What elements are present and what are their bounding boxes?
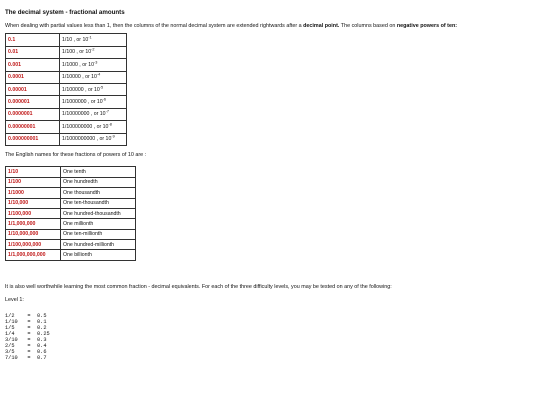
exponent: -7: [105, 109, 109, 114]
name-cell: One ten-millionth: [61, 229, 136, 239]
table-row: [6, 229, 136, 239]
exponent: -3: [94, 60, 98, 65]
intro-text-1: When dealing with partial values less than 1, then the columns of the normal decimal system are extended rightwards after a: [5, 23, 304, 29]
equivalent-decimal: 0.3: [37, 336, 47, 343]
level-label: Level 1:: [5, 297, 24, 304]
equivalent-fraction: 3/10: [5, 336, 18, 343]
fraction-cell: 1/1,000,000: [6, 219, 61, 229]
fraction-text: 1/1000 , or 10: [62, 61, 95, 68]
name-cell: One hundredth: [61, 177, 136, 187]
fraction-cell: 1/10: [6, 167, 61, 177]
fraction-text: 1/100000 , or 10: [62, 86, 100, 93]
fraction-cell: [60, 59, 127, 71]
table-row: [6, 167, 136, 177]
table-row: [6, 250, 136, 260]
decimal-cell: 0.01: [6, 46, 60, 58]
equals-sign: =: [27, 318, 31, 325]
table-row: [6, 71, 127, 83]
equivalent-decimal: 0.4: [37, 342, 47, 349]
equivalents-intro: It is also well worthwhile learning the most common fraction - decimal equivalents. For each of the three difficulty levels, you may be tested on any of the following:: [5, 283, 392, 290]
fraction-cell: 1/100: [6, 177, 61, 187]
equivalent-fraction: 3/5: [5, 348, 15, 355]
equals-sign: =: [27, 342, 31, 349]
exponent: -4: [96, 72, 101, 77]
fraction-text: 1/10 , or 10: [62, 37, 89, 44]
exponent: -8: [108, 122, 112, 127]
page-title: The decimal system - fractional amounts: [5, 9, 125, 16]
fraction-cell: [60, 34, 127, 46]
equivalent-decimal: 0.5: [37, 312, 47, 319]
equivalent-decimal: 0.1: [37, 318, 47, 325]
name-cell: One millionth: [61, 219, 136, 229]
table-row: [6, 219, 136, 229]
table-row: [6, 83, 127, 95]
equivalent-fraction: 2/5: [5, 342, 15, 349]
fraction-cell: 1/1,000,000,000: [6, 250, 61, 260]
fraction-cell: 1/10,000,000: [6, 229, 61, 239]
powers-of-ten-table: [5, 33, 127, 146]
fraction-cell: [60, 96, 127, 108]
fraction-cell: [60, 71, 127, 83]
fraction-cell: [60, 46, 127, 58]
table-row: [6, 121, 127, 133]
equivalent-fraction: 1/4: [5, 330, 15, 337]
table-row: [6, 240, 136, 250]
decimal-cell: 0.1: [6, 34, 60, 46]
fraction-cell: 1/10,000: [6, 198, 61, 208]
decimal-cell: 0.00000001: [6, 121, 60, 133]
fraction-cell: 1/1000: [6, 188, 61, 198]
name-cell: One hundred-thousandth: [61, 208, 136, 218]
equivalent-fraction: 1/2: [5, 312, 15, 319]
equals-sign: =: [27, 348, 31, 355]
decimal-cell: 0.000001: [6, 96, 60, 108]
table-row: [6, 188, 136, 198]
table-row: [6, 34, 127, 46]
table-row: [6, 177, 136, 187]
exponent: -1: [88, 35, 92, 40]
fraction-cell: 1/100,000,000: [6, 240, 61, 250]
table-row: [6, 198, 136, 208]
equivalent-decimal: 0.25: [37, 330, 50, 337]
fraction-text: 1/1000000000 , or 10: [62, 136, 112, 143]
fraction-text: 1/10000000 , or 10: [62, 111, 106, 118]
decimal-cell: 0.000000001: [6, 133, 60, 145]
equivalents-list: [5, 313, 535, 361]
equivalent-decimal: 0.2: [37, 324, 47, 331]
equals-sign: =: [27, 324, 31, 331]
fraction-text: 1/100 , or 10: [62, 49, 92, 56]
decimal-cell: 0.0000001: [6, 108, 60, 120]
equivalent-decimal: 0.6: [37, 348, 47, 355]
list-item: [5, 355, 535, 361]
name-cell: One tenth: [61, 167, 136, 177]
exponent: -6: [102, 97, 107, 102]
equals-sign: =: [27, 336, 31, 343]
name-cell: One billionth: [61, 250, 136, 260]
table-row: [6, 133, 127, 145]
names-intro: The English names for these fractions of powers of 10 are :: [5, 151, 147, 158]
exponent: -9: [111, 134, 115, 139]
fraction-text: 1/100000000 , or 10: [62, 123, 109, 130]
exponent: -5: [99, 85, 104, 90]
fraction-cell: 1/100,000: [6, 208, 61, 218]
table-row: [6, 59, 127, 71]
equals-sign: =: [27, 330, 31, 337]
table-row: [6, 208, 136, 218]
fraction-cell: [60, 121, 127, 133]
equivalent-fraction: 1/5: [5, 324, 15, 331]
equivalent-fraction: 7/10: [5, 354, 18, 361]
equals-sign: =: [27, 354, 31, 361]
decimal-cell: 0.001: [6, 59, 60, 71]
decimal-cell: 0.00001: [6, 83, 60, 95]
intro-bold-decimal-point: decimal point.: [303, 23, 340, 29]
fraction-names-table: [5, 166, 136, 261]
fraction-text: 1/10000 , or 10: [62, 74, 97, 81]
fraction-text: 1/1000000 , or 10: [62, 99, 103, 106]
equivalent-fraction: 1/10: [5, 318, 18, 325]
decimal-cell: 0.0001: [6, 71, 60, 83]
intro-text-2: The columns based on: [339, 23, 397, 29]
table-row: [6, 96, 127, 108]
fraction-cell: [60, 108, 127, 120]
table-row: [6, 108, 127, 120]
name-cell: One ten-thousandth: [61, 198, 136, 208]
equals-sign: =: [27, 312, 31, 319]
name-cell: One thousandth: [61, 188, 136, 198]
intro-paragraph: [5, 23, 535, 29]
fraction-cell: [60, 133, 127, 145]
name-cell: One hundred-millionth: [61, 240, 136, 250]
table-row: [6, 46, 127, 58]
document-content: [5, 9, 535, 361]
equivalent-decimal: 0.7: [37, 354, 47, 361]
intro-bold-negative-powers: negative powers of ten:: [396, 23, 458, 29]
exponent: -2: [91, 47, 95, 52]
fraction-cell: [60, 83, 127, 95]
